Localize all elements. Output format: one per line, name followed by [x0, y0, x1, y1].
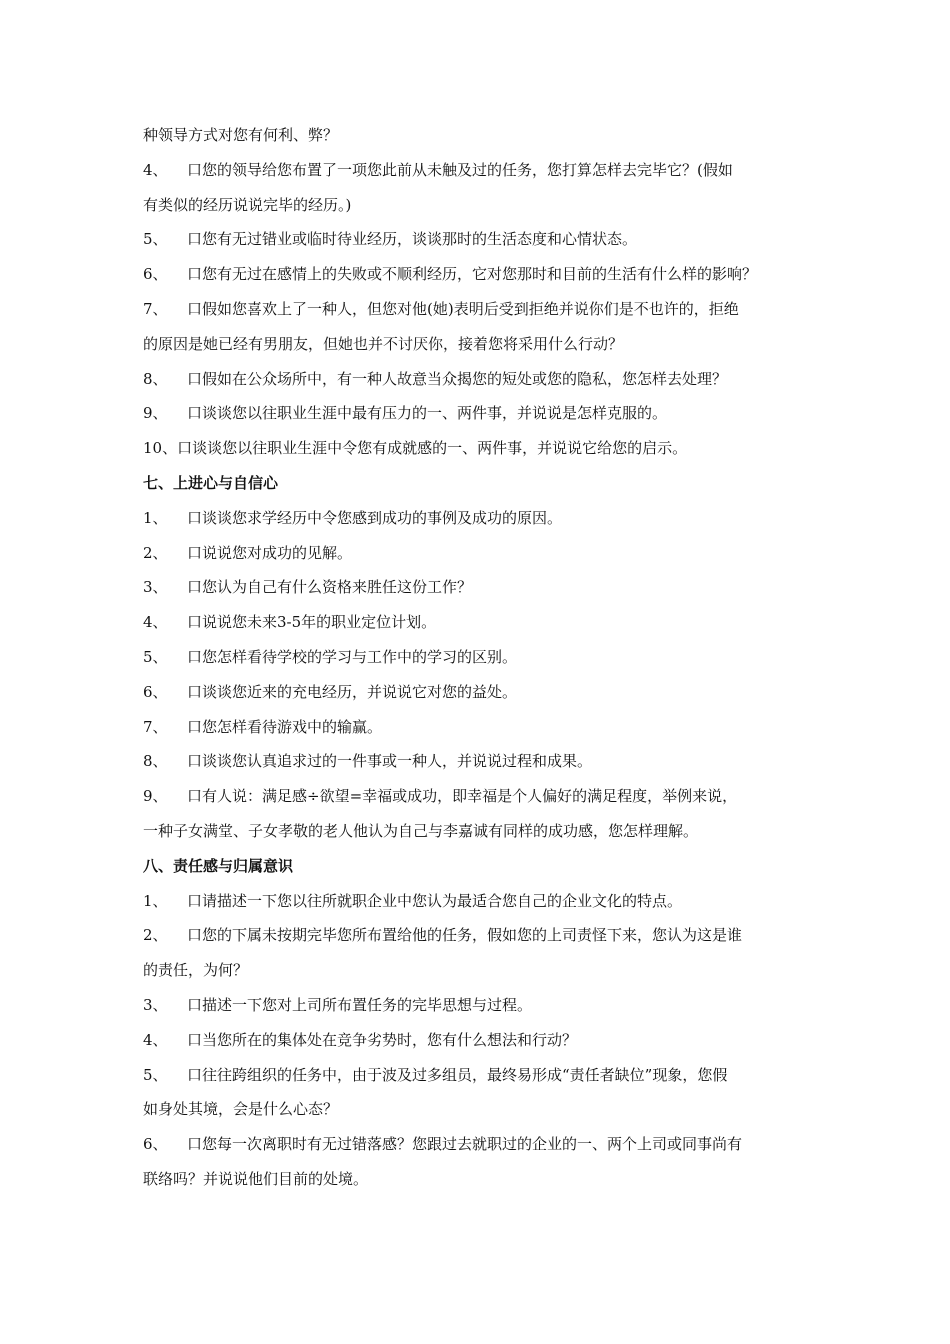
- question-item: [143, 431, 823, 466]
- item-number: 1、: [143, 891, 168, 910]
- document-body: [143, 118, 823, 1197]
- item-text: 口说说您对成功的见解。: [187, 543, 353, 562]
- item-text: 口谈谈您认真追求过的一件事或一种人，并说说过程和成果。: [187, 752, 593, 771]
- question-item: [143, 222, 823, 257]
- item-text: 一种子女满堂、子女孝敬的老人他认为自己与李嘉诚有同样的成功感，您怎样理解。: [143, 821, 699, 840]
- item-number: 5、: [143, 1065, 168, 1084]
- item-text: 口往往跨组织的任务中，由于波及过多组员，最终易形成“责任者缺位”现象，您假: [187, 1065, 728, 1084]
- item-number: 3、: [143, 995, 168, 1014]
- question-item: [143, 988, 823, 1023]
- item-number: 4、: [143, 1030, 168, 1049]
- question-item: [143, 640, 823, 675]
- question-item: [143, 744, 823, 779]
- continuation-line: [143, 953, 823, 988]
- item-text: 口您每一次离职时有无过错落感？您跟过去就职过的企业的一、两个上司或同事尚有: [187, 1135, 743, 1154]
- continuation-line: [143, 327, 823, 362]
- question-item: [143, 1127, 823, 1162]
- section-heading: 七、上进心与自信心: [143, 473, 279, 492]
- question-item: [143, 292, 823, 327]
- question-item: [143, 1023, 823, 1058]
- item-text: 如身处其境，会是什么心态？: [143, 1100, 339, 1119]
- item-text: 口有人说：满足感÷欲望=幸福或成功，即幸福是个人偏好的满足程度，举例来说，: [187, 787, 738, 806]
- item-number: 7、: [143, 717, 168, 736]
- item-text: 口您有无过在感情上的失败或不顺利经历，它对您那时和目前的生活有什么样的影响？: [187, 265, 758, 284]
- item-number: 6、: [143, 1135, 168, 1154]
- item-number: 4、: [143, 613, 168, 632]
- question-item: [143, 362, 823, 397]
- question-item: [143, 710, 823, 745]
- item-text: 口谈谈您求学经历中令您感到成功的事例及成功的原因。: [187, 508, 563, 527]
- item-number: 3、: [143, 578, 168, 597]
- item-text: 口您认为自己有什么资格来胜任这份工作？: [187, 578, 473, 597]
- item-number: 4、: [143, 160, 168, 179]
- continuation-line: [143, 1092, 823, 1127]
- item-text: 口您怎样看待学校的学习与工作中的学习的区别。: [187, 647, 518, 666]
- item-text: 口谈谈您近来的充电经历，并说说它对您的益处。: [187, 682, 518, 701]
- item-text: 口当您所在的集体处在竞争劣势时，您有什么想法和行动？: [187, 1030, 578, 1049]
- item-text: 口谈谈您以往职业生涯中令您有成就感的一、两件事，并说说它给您的启示。: [177, 439, 688, 458]
- question-item: [143, 153, 823, 188]
- item-number: 9、: [143, 404, 168, 423]
- item-number: 5、: [143, 647, 168, 666]
- item-text: 口请描述一下您以往所就职企业中您认为最适合您自己的企业文化的特点。: [187, 891, 683, 910]
- item-text: 口谈谈您以往职业生涯中最有压力的一、两件事，并说说是怎样克服的。: [187, 404, 668, 423]
- item-text: 口描述一下您对上司所布置任务的完毕思想与过程。: [187, 995, 533, 1014]
- item-number: 1、: [143, 508, 168, 527]
- question-item: [143, 675, 823, 710]
- item-number: 2、: [143, 926, 168, 945]
- item-text: 口假如您喜欢上了一种人，但您对他(她)表明后受到拒绝并说你们是不也许的，拒绝: [187, 299, 739, 318]
- question-item: [143, 501, 823, 536]
- item-number: 5、: [143, 230, 168, 249]
- item-text: 的原因是她已经有男朋友，但她也并不讨厌你，接着您将采用什么行动？: [143, 334, 624, 353]
- question-item: [143, 570, 823, 605]
- section-heading: 八、责任感与归属意识: [143, 856, 294, 875]
- item-text: 联络吗？并说说他们目前的处境。: [143, 1169, 369, 1188]
- item-text: 口您的下属未按期完毕您所布置给他的任务，假如您的上司责怪下来，您认为这是谁: [187, 926, 743, 945]
- question-item: [143, 884, 823, 919]
- item-text: 口假如在公众场所中，有一种人故意当众揭您的短处或您的隐私，您怎样去处理？: [187, 369, 728, 388]
- item-number: 6、: [143, 682, 168, 701]
- item-number: 2、: [143, 543, 168, 562]
- question-item: [143, 257, 823, 292]
- item-text: 的责任，为何？: [143, 961, 249, 980]
- item-number: 10、: [143, 439, 178, 458]
- item-text: 有类似的经历说说完毕的经历。): [143, 195, 352, 214]
- question-item: [143, 779, 823, 814]
- item-number: 9、: [143, 787, 168, 806]
- item-number: 7、: [143, 299, 168, 318]
- item-text: 口您怎样看待游戏中的输赢。: [187, 717, 383, 736]
- item-text: 口说说您未来3-5年的职业定位计划。: [187, 613, 437, 632]
- question-item: [143, 918, 823, 953]
- question-item: [143, 605, 823, 640]
- item-text: 种领导方式对您有何利、弊？: [143, 126, 339, 144]
- item-text: 口您有无过错业或临时待业经历，谈谈那时的生活态度和心情状态。: [187, 230, 638, 249]
- question-item: [143, 1058, 823, 1093]
- continuation-line: [143, 118, 823, 153]
- item-number: 6、: [143, 265, 168, 284]
- item-text: 口您的领导给您布置了一项您此前从未触及过的任务，您打算怎样去完毕它？(假如: [187, 160, 733, 179]
- question-item: [143, 536, 823, 571]
- item-number: 8、: [143, 752, 168, 771]
- continuation-line: [143, 188, 823, 223]
- question-item: [143, 396, 823, 431]
- item-number: 8、: [143, 369, 168, 388]
- continuation-line: [143, 1162, 823, 1197]
- continuation-line: [143, 814, 823, 849]
